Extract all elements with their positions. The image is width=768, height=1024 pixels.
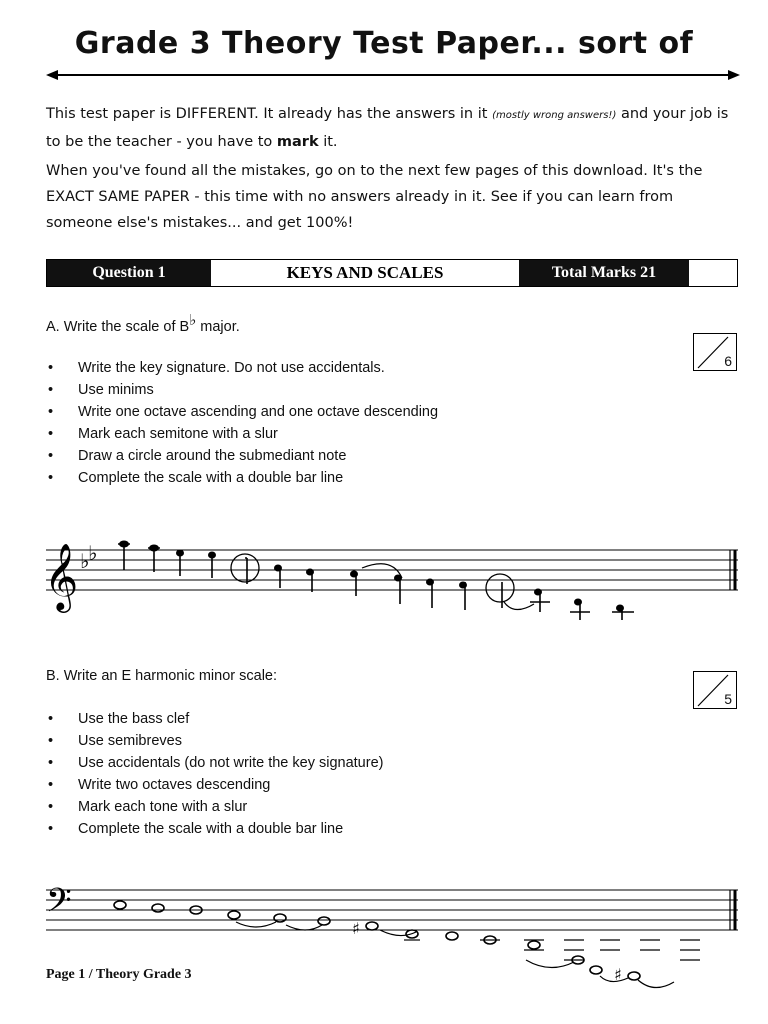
list-item: • Complete the scale with a double bar line (46, 467, 438, 489)
flat-icon: ♭ (80, 549, 90, 573)
staff-answer-a (40, 520, 740, 620)
list-item: • Draw a circle around the submediant note (46, 445, 438, 467)
marks-box-a (693, 333, 737, 371)
list-item: • Use semibreves (46, 730, 383, 752)
part-b-prompt: B. Write an E harmonic minor scale: (46, 668, 278, 684)
page-title: Grade 3 Theory Test Paper... sort of (74, 26, 694, 61)
written-notes (114, 901, 674, 988)
question-header-bar (46, 259, 738, 287)
total-marks: Total Marks 21 (519, 260, 689, 286)
intro-paragraph-2: When you've found all the mistakes, go on to the next few pages of this download. It's the EXACT SAME PAPER - this time with no answers already in it. See if you can learn from someone else's mistakes... and get 100%! (46, 163, 703, 231)
list-item: • Write one octave ascending and one octave descending (46, 401, 438, 423)
part-a-prompt: A. Write the scale of B♭ major. (46, 312, 240, 335)
list-item: • Complete the scale with a double bar line (46, 818, 383, 840)
page-footer: Page 1 / Theory Grade 3 (46, 967, 192, 982)
list-item: • Mark each semitone with a slur (46, 423, 438, 445)
title-underline-arrow (46, 68, 740, 82)
list-item: • Use minims (46, 379, 438, 401)
list-item: • Use accidentals (do not write the key signature) (46, 752, 383, 774)
written-notes (118, 544, 634, 620)
sharp-icon: ♯ (352, 919, 360, 938)
sharp-icon: ♯ (614, 965, 622, 984)
ledger-lines (404, 940, 700, 960)
marks-value-a: 6 (724, 353, 732, 369)
part-a-instructions (46, 357, 438, 489)
question-title: KEYS AND SCALES (286, 263, 444, 282)
bass-clef-icon: 𝄢 (46, 882, 72, 928)
list-item: • Mark each tone with a slur (46, 796, 383, 818)
part-b-instructions (46, 708, 383, 840)
marks-box-b (693, 671, 737, 709)
treble-clef-icon: 𝄞 (44, 542, 79, 610)
intro-paragraph-1: This test paper is DIFFERENT. It already has the answers in it (mostly wrong answers!) and your job is to be the teacher - you have to mark it. (46, 106, 729, 150)
flat-icon: ♭ (88, 541, 98, 565)
handwritten-note: (mostly wrong answers!) (492, 110, 617, 121)
list-item: • Use the bass clef (46, 708, 383, 730)
question-number: Question 1 (47, 260, 211, 286)
flat-sign: ♭ (189, 312, 197, 329)
list-item: • Write two octaves descending (46, 774, 383, 796)
marks-value-b: 5 (724, 691, 732, 707)
list-item: • Write the key signature. Do not use accidentals. (46, 357, 438, 379)
